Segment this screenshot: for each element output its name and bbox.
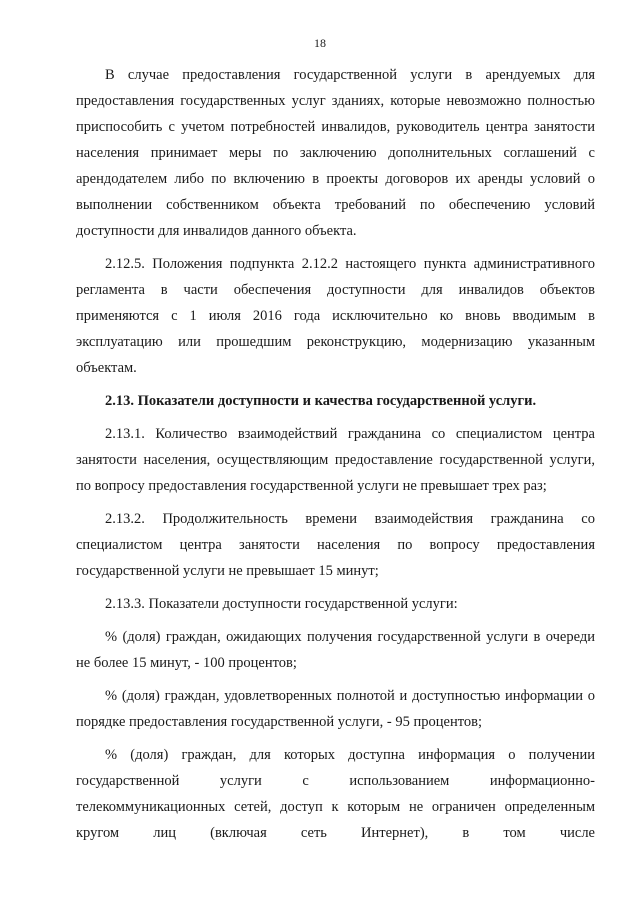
section-heading-2-13: 2.13. Показатели доступности и качества государственной услуги.: [105, 393, 537, 409]
paragraph-lease-buildings: В случае предоставления государственной услуги в арендуемых для предоставления государственных услуг зданиях, которые невозможно полностью приспособить с учетом потребностей инвалидов, руководитель центра занятости населения принимает меры по заключению дополнительных соглашений с арендодателем либо по включению в проекты договоров их аренды условий о выполнении собственником объекта требований по обеспечению условий доступности для инвалидов данного объекта.: [76, 67, 595, 239]
paragraph-2-13-3: 2.13.3. Показатели доступности государственной услуги:: [105, 596, 458, 612]
document-body: [76, 62, 595, 846]
paragraph-satisfied-share: % (доля) граждан, удовлетворенных полнотой и доступностью информации о порядке предоставления государственной услуги, - 95 процентов;: [76, 688, 595, 730]
paragraph-2-13-2: 2.13.2. Продолжительность времени взаимодействия гражданина со специалистом центра занятости населения по вопросу предоставления государственной услуги не превышает 15 минут;: [76, 511, 595, 579]
paragraph-online-info-share: % (доля) граждан, для которых доступна информация о получении государственной услуги с использованием информационно-телекоммуникационных сетей, доступ к которым не ограничен определенным кругом лиц (включая сеть Интернет), в том числе: [76, 747, 595, 841]
paragraph-2-13-1: 2.13.1. Количество взаимодействий гражданина со специалистом центра занятости населения, осуществляющим предоставление государственной услуги, по вопросу предоставления государственной услуги не превышает трех раз;: [76, 426, 595, 494]
paragraph-queue-share: % (доля) граждан, ожидающих получения государственной услуги в очереди не более 15 минут, - 100 процентов;: [76, 629, 595, 671]
paragraph-2-12-5: 2.12.5. Положения подпункта 2.12.2 настоящего пункта административного регламента в части обеспечения доступности для инвалидов объектов применяются с 1 июля 2016 года исключительно ко вновь вводимым в эксплуатацию или прошедшим реконструкцию, модернизацию указанным объектам.: [76, 256, 595, 376]
page-number: 18: [314, 36, 326, 50]
